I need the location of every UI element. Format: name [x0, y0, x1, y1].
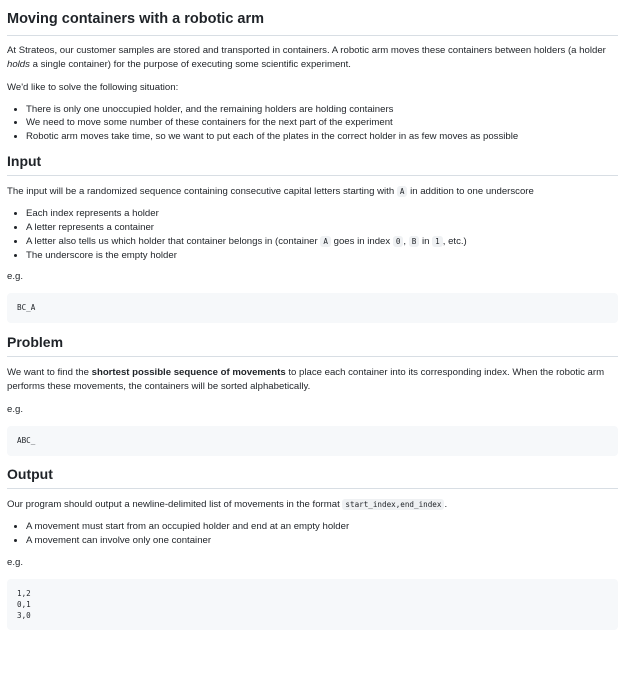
code-block: 1,2 0,1 3,0 — [7, 579, 618, 630]
inline-code: 0 — [393, 236, 404, 247]
list-item: • We need to move some number of these containers for the next part of the experiment — [26, 116, 618, 130]
example-label: e.g. — [7, 271, 24, 282]
list-item: • A letter represents a container — [26, 221, 618, 235]
situation-list — [7, 103, 618, 145]
intro-text-2: a single container) for the purpose of executing some scientific experiment. — [29, 58, 351, 70]
item-text: goes in index — [330, 236, 393, 248]
list-item: • Robotic arm moves take time, so we want to put each of the plates in the correct holder in as few moves as possible — [26, 130, 618, 144]
situation-intro: We'd like to solve the following situation: — [7, 81, 179, 93]
problem-bold-text: shortest possible sequence of movements — [91, 367, 286, 379]
input-description — [7, 185, 618, 199]
inline-code: B — [409, 236, 420, 247]
problem-desc-text-2: to place each container into its corresponding index. When the robotic arm performs these movements, the containers will be sorted alphabetically. — [7, 367, 605, 392]
inline-code: A — [320, 236, 331, 247]
item-text: , etc.) — [442, 236, 467, 248]
example-label: e.g. — [7, 556, 24, 568]
list-item: • A movement must start from an occupied holder and end at an empty holder — [26, 520, 618, 534]
code-block: ABC_ — [7, 426, 618, 456]
problem-desc-text-1: We want to find the — [7, 367, 92, 379]
item-text: A letter also tells us which holder that container belongs in (container — [26, 236, 321, 248]
input-desc-text-1: The input will be a randomized sequence containing consecutive capital letters starting with — [7, 186, 397, 198]
input-heading: Input — [7, 152, 618, 176]
list-item: • A movement can involve only one container — [26, 534, 618, 548]
input-list — [7, 207, 618, 263]
output-desc-text-1: Our program should output a newline-delimited list of movements in the format — [7, 499, 343, 510]
list-item — [26, 235, 618, 249]
inline-code: A — [397, 186, 408, 197]
output-description — [7, 498, 618, 512]
inline-code: start_index,end_index — [342, 499, 444, 510]
intro-emphasis: holds — [7, 58, 30, 70]
intro-text-1: At Strateos, our customer samples are stored and transported in containers. A robotic arm moves these containers between holders (a holder — [7, 44, 606, 56]
list-item: • There is only one unoccupied holder, and the remaining holders are holding containers — [26, 103, 618, 117]
item-text: in — [419, 236, 433, 248]
item-text: , — [403, 236, 409, 248]
problem-description — [7, 366, 618, 394]
inline-code: 1 — [432, 236, 443, 247]
problem-heading: Problem — [7, 333, 618, 357]
page-title: Moving containers with a robotic arm — [7, 10, 618, 36]
list-item: • The underscore is the empty holder — [26, 249, 618, 263]
list-item: • Each index represents a holder — [26, 207, 618, 221]
output-list — [7, 520, 618, 548]
intro-paragraph — [7, 44, 618, 72]
output-heading: Output — [7, 465, 618, 489]
input-desc-text-2: in addition to one underscore — [407, 186, 534, 198]
output-desc-text-2: . — [444, 499, 448, 510]
example-label: e.g. — [7, 403, 24, 415]
code-block: BC_A — [7, 293, 618, 323]
